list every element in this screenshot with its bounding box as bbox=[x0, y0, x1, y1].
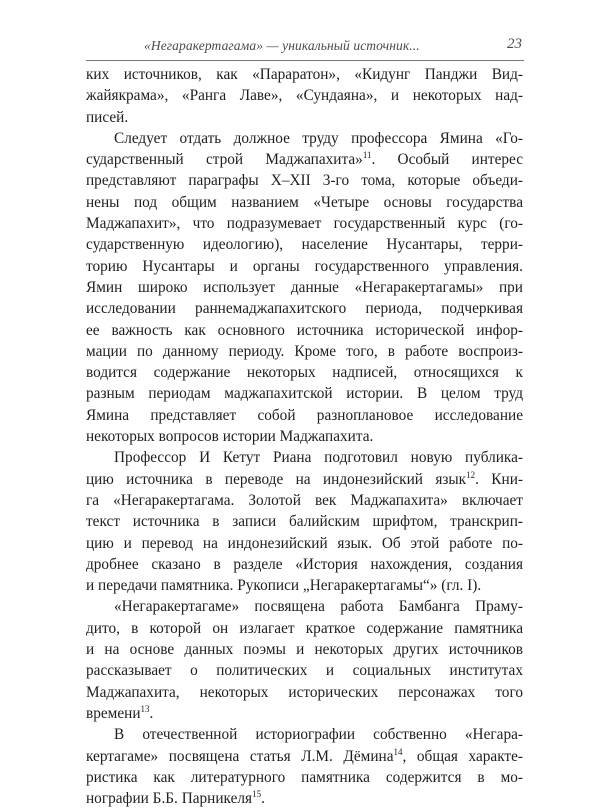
running-header bbox=[86, 36, 522, 60]
text-line: кертагаме» посвящена статья Л.М. Дёмина$^{14}$, общая характе- bbox=[86, 746, 523, 765]
text-line: ее важность как основного источника исторической инфор- bbox=[86, 321, 523, 339]
text-line: дробнее сказано в разделе «История нахождения, создания bbox=[86, 555, 523, 573]
footnote-marker: 12 bbox=[466, 469, 476, 480]
text-line: сударственный строй Маджапахита»$^{11}$. Особый интерес bbox=[86, 150, 523, 169]
paragraph bbox=[86, 128, 523, 447]
text-line: дито, в которой он излагает краткое содержание памятника bbox=[86, 619, 523, 637]
text-line: Ямин широко использует данные «Негаракертагамы» при bbox=[86, 278, 523, 296]
text-line: текст источника в записи балийским шрифтом, транскрип- bbox=[86, 513, 523, 531]
text-line: Профессор И Кетут Риана подготовил новую публика- bbox=[114, 449, 523, 467]
paragraph bbox=[86, 447, 523, 596]
text-line: времени$^{13}$. bbox=[86, 703, 154, 722]
header-divider bbox=[86, 60, 524, 61]
text-line: водится содержание некоторых надписей, относящихся к bbox=[86, 364, 523, 382]
text-line: ристика как литературного памятника содержится в мо- bbox=[86, 768, 523, 786]
footnote-marker: 15 bbox=[252, 789, 262, 800]
paragraph bbox=[86, 724, 523, 809]
paragraph bbox=[86, 64, 523, 128]
text-line: нографии Б.Б. Парникеля$^{15}$. bbox=[86, 789, 265, 808]
footnote-marker: 13 bbox=[140, 703, 150, 714]
text-line: разным периодам маджапахитской истории. В целом труд bbox=[86, 385, 523, 403]
text-line: га «Негаракертагама. Золотой век Маджапахита» включает bbox=[86, 491, 523, 509]
paragraph bbox=[86, 596, 523, 724]
text-line: писей. bbox=[86, 108, 129, 126]
text-line: Маджапахита, некоторых исторических персонажах того bbox=[86, 683, 523, 701]
text-line: Ямина представляет собой разноплановое исследование bbox=[86, 406, 523, 424]
text-line: мации по данному периоду. Кроме того, в работе воспроиз- bbox=[86, 342, 523, 360]
page-body bbox=[86, 64, 523, 809]
text-line: сударственную идеологию), население Нусантары, терри- bbox=[86, 236, 523, 254]
text-line: представляют параграфы X–XII 3-го тома, которые объеди- bbox=[86, 172, 523, 190]
text-line: нены под общим названием «Четыре основы государства bbox=[86, 193, 523, 211]
text-line: исследовании раннемаджапахитского периода, подчеркивая bbox=[86, 300, 523, 318]
footnote-marker: 11 bbox=[362, 150, 372, 161]
text-line: Следует отдать должное труду профессора Ямина «Го- bbox=[114, 129, 523, 147]
text-line: В отечественной историографии собственно «Негара- bbox=[114, 726, 523, 744]
text-line: Маджапахит», что подразумевает государственный курс (го- bbox=[86, 215, 523, 233]
page-number: 23 bbox=[507, 36, 522, 52]
text-line: и передачи памятника. Рукописи „Негаракертагамы“» (гл. I). bbox=[86, 577, 482, 595]
text-line: рассказывает о политических и социальных институтах bbox=[86, 662, 523, 680]
text-line: цию и перевод на индонезийский язык. Об этой работе по- bbox=[86, 534, 523, 552]
footnote-marker: 14 bbox=[393, 746, 403, 757]
text-line: цию источника в переводе на индонезийский язык$^{12}$. Кни- bbox=[86, 469, 523, 488]
text-line: торию Нусантары и органы государственного управления. bbox=[86, 257, 523, 275]
text-line: ких источников, как «Параратон», «Кидунг Панджи Вид- bbox=[86, 66, 523, 83]
text-line: некоторых вопросов истории Маджапахита. bbox=[86, 428, 374, 446]
running-title: «Негаракертагама» — уникальный источник... bbox=[144, 38, 420, 53]
text-line: жайякрама», «Ранга Лаве», «Сундаяна», и некоторых над- bbox=[86, 87, 523, 105]
text-line: «Негаракертагаме» посвящена работа Бамбанга Праму- bbox=[114, 598, 523, 616]
text-line: и на основе данных поэмы и некоторых других источников bbox=[86, 641, 523, 659]
